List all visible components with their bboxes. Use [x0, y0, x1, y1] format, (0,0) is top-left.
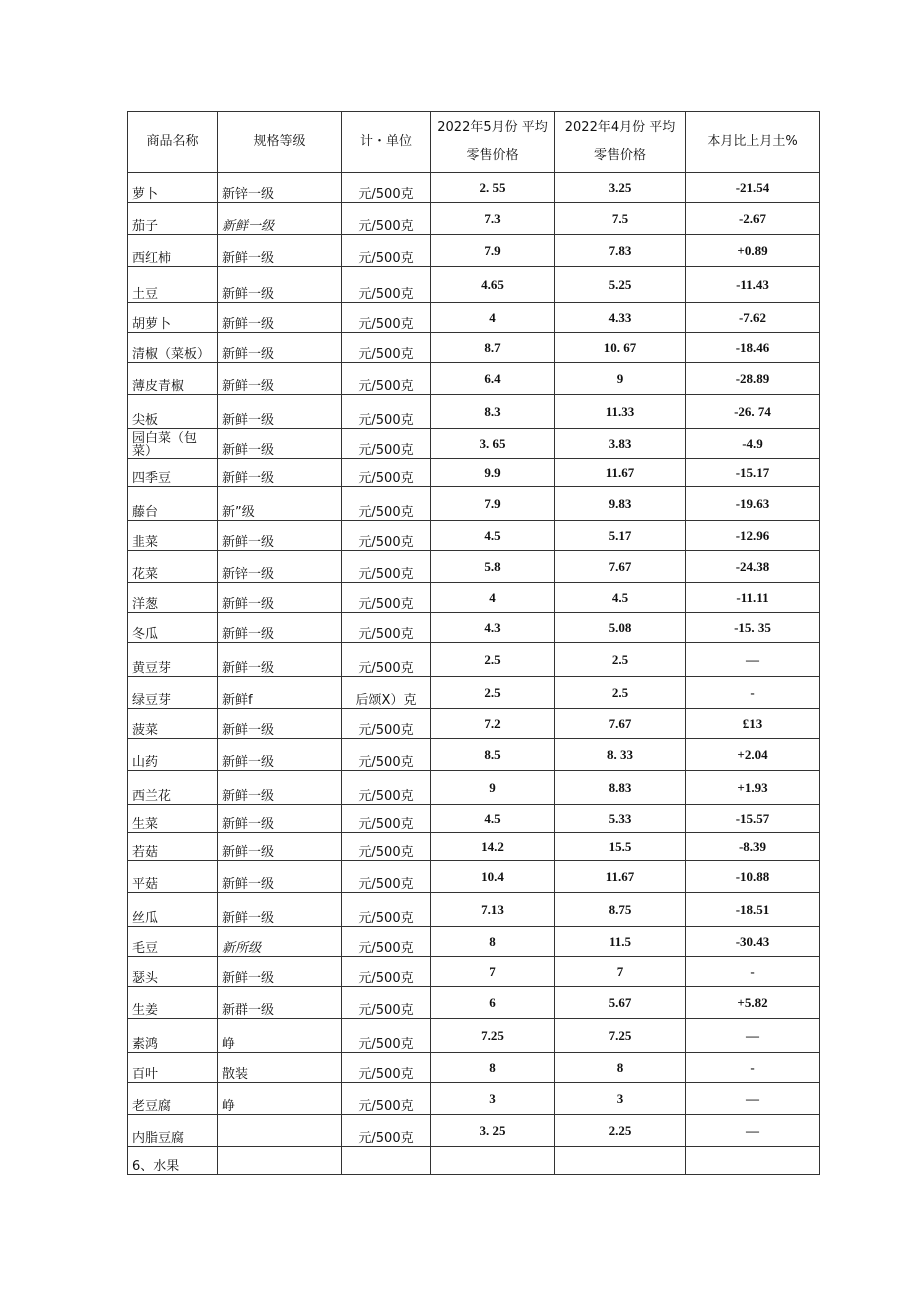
cell-may-price: 9	[431, 771, 555, 805]
cell-may-price: 3	[431, 1083, 555, 1115]
cell-unit: 元/500克	[342, 521, 431, 551]
table-row	[128, 1115, 820, 1147]
table-row	[128, 235, 820, 267]
cell-product-name: 茄子	[128, 203, 218, 235]
cell-product-name: 菠菜	[128, 709, 218, 739]
header-spec-grade: 规格等级	[218, 112, 342, 173]
table-row	[128, 363, 820, 395]
cell-spec-grade: 散装	[218, 1053, 342, 1083]
header-product-name: 商品名称	[128, 112, 218, 173]
cell-change-pct: +0.89	[686, 235, 820, 267]
cell-unit: 元/500克	[342, 203, 431, 235]
cell-apr-price: 8. 33	[555, 739, 686, 771]
table-row	[128, 861, 820, 893]
cell-unit: 元/500克	[342, 613, 431, 643]
cell-product-name: 若菇	[128, 833, 218, 861]
table-row	[128, 957, 820, 987]
cell-change-pct: -24.38	[686, 551, 820, 583]
cell-product-name: 园白菜（包菜）	[128, 429, 218, 459]
cell-unit: 元/500克	[342, 987, 431, 1019]
cell-may-price: 3. 65	[431, 429, 555, 459]
cell-product-name: 6、水果	[128, 1147, 218, 1175]
cell-product-name: 藤台	[128, 487, 218, 521]
cell-apr-price: 7.25	[555, 1019, 686, 1053]
cell-change-pct: £13	[686, 709, 820, 739]
cell-unit: 元/500克	[342, 927, 431, 957]
cell-unit: 元/500克	[342, 429, 431, 459]
cell-may-price: 7.9	[431, 235, 555, 267]
cell-product-name: 花菜	[128, 551, 218, 583]
cell-apr-price: 11.67	[555, 459, 686, 487]
cell-product-name: 土豆	[128, 267, 218, 303]
cell-apr-price: 3.25	[555, 173, 686, 203]
cell-spec-grade: 新所级	[218, 927, 342, 957]
cell-product-name: 平菇	[128, 861, 218, 893]
cell-may-price: 7.9	[431, 487, 555, 521]
price-table-container	[127, 111, 819, 1175]
cell-may-price: 2. 55	[431, 173, 555, 203]
cell-unit: 元/500克	[342, 395, 431, 429]
header-may-price: 2022年5月份 平均零售价格	[431, 112, 555, 173]
cell-unit: 元/500克	[342, 363, 431, 395]
cell-apr-price: 7.67	[555, 551, 686, 583]
table-row	[128, 739, 820, 771]
cell-product-name: 清椒（菜板）	[128, 333, 218, 363]
cell-may-price: 9.9	[431, 459, 555, 487]
cell-spec-grade: 新鲜一级	[218, 861, 342, 893]
cell-unit: 元/500克	[342, 893, 431, 927]
cell-may-price: 2.5	[431, 643, 555, 677]
cell-spec-grade: 新鲜一级	[218, 267, 342, 303]
cell-product-name: 冬瓜	[128, 613, 218, 643]
cell-may-price: 14.2	[431, 833, 555, 861]
cell-spec-grade: 新鲜一级	[218, 203, 342, 235]
cell-unit: 元/500克	[342, 957, 431, 987]
cell-may-price: 8.3	[431, 395, 555, 429]
cell-product-name: 萝卜	[128, 173, 218, 203]
cell-may-price: 4.65	[431, 267, 555, 303]
cell-change-pct: -11.43	[686, 267, 820, 303]
cell-product-name: 生姜	[128, 987, 218, 1019]
cell-may-price: 7.25	[431, 1019, 555, 1053]
cell-unit: 元/500克	[342, 643, 431, 677]
cell-unit: 元/500克	[342, 487, 431, 521]
cell-unit: 元/500克	[342, 709, 431, 739]
cell-may-price: 8	[431, 927, 555, 957]
cell-may-price: 4.5	[431, 805, 555, 833]
cell-may-price: 6	[431, 987, 555, 1019]
cell-product-name: 瑟头	[128, 957, 218, 987]
cell-spec-grade: 新鲜一级	[218, 739, 342, 771]
table-row	[128, 203, 820, 235]
table-row	[128, 333, 820, 363]
table-row	[128, 1083, 820, 1115]
cell-change-pct: -18.51	[686, 893, 820, 927]
table-row	[128, 613, 820, 643]
cell-change-pct: +5.82	[686, 987, 820, 1019]
cell-spec-grade: 新鲜一级	[218, 333, 342, 363]
cell-apr-price: 8.83	[555, 771, 686, 805]
cell-product-name: 老豆腐	[128, 1083, 218, 1115]
cell-apr-price: 3.83	[555, 429, 686, 459]
table-row	[128, 487, 820, 521]
cell-apr-price: 9	[555, 363, 686, 395]
cell-unit: 元/500克	[342, 235, 431, 267]
cell-product-name: 山药	[128, 739, 218, 771]
cell-apr-price: 2.25	[555, 1115, 686, 1147]
cell-product-name: 内脂豆腐	[128, 1115, 218, 1147]
cell-spec-grade: 峥	[218, 1019, 342, 1053]
cell-apr-price: 7.5	[555, 203, 686, 235]
header-change-pct: 本月比上月土%	[686, 112, 820, 173]
cell-change-pct: -2.67	[686, 203, 820, 235]
cell-product-name: 百叶	[128, 1053, 218, 1083]
cell-apr-price: 7.67	[555, 709, 686, 739]
cell-may-price: 6.4	[431, 363, 555, 395]
cell-change-pct: -18.46	[686, 333, 820, 363]
cell-change-pct: —	[686, 1115, 820, 1147]
header-unit: 计・单位	[342, 112, 431, 173]
cell-spec-grade: 新鲜一级	[218, 833, 342, 861]
cell-product-name: 西红柿	[128, 235, 218, 267]
table-row	[128, 459, 820, 487]
cell-change-pct: -11.11	[686, 583, 820, 613]
cell-spec-grade	[218, 1147, 342, 1175]
cell-may-price: 2.5	[431, 677, 555, 709]
cell-change-pct: -	[686, 677, 820, 709]
cell-unit: 元/500克	[342, 771, 431, 805]
cell-change-pct: —	[686, 1019, 820, 1053]
table-row	[128, 551, 820, 583]
cell-may-price: 4.3	[431, 613, 555, 643]
price-table	[127, 111, 820, 1175]
cell-change-pct: -12.96	[686, 521, 820, 551]
cell-spec-grade: 新鲜一级	[218, 521, 342, 551]
cell-spec-grade: 新鲜一级	[218, 643, 342, 677]
cell-unit: 元/500克	[342, 739, 431, 771]
cell-apr-price: 5.67	[555, 987, 686, 1019]
cell-change-pct: -	[686, 1053, 820, 1083]
table-row	[128, 267, 820, 303]
cell-may-price: 7.2	[431, 709, 555, 739]
table-row	[128, 429, 820, 459]
cell-spec-grade: 新鲜f	[218, 677, 342, 709]
cell-unit: 元/500克	[342, 1083, 431, 1115]
table-row	[128, 1147, 820, 1175]
cell-change-pct: —	[686, 1083, 820, 1115]
cell-product-name: 四季豆	[128, 459, 218, 487]
cell-apr-price: 15.5	[555, 833, 686, 861]
cell-spec-grade: 新鲜一级	[218, 709, 342, 739]
cell-unit: 元/500克	[342, 861, 431, 893]
cell-unit: 元/500克	[342, 833, 431, 861]
table-row	[128, 833, 820, 861]
cell-spec-grade: 新群一级	[218, 987, 342, 1019]
table-row	[128, 709, 820, 739]
cell-unit: 元/500克	[342, 267, 431, 303]
cell-product-name: 丝瓜	[128, 893, 218, 927]
cell-apr-price: 4.33	[555, 303, 686, 333]
cell-apr-price: 5.17	[555, 521, 686, 551]
cell-apr-price: 8.75	[555, 893, 686, 927]
cell-may-price: 5.8	[431, 551, 555, 583]
cell-apr-price: 3	[555, 1083, 686, 1115]
table-row	[128, 1019, 820, 1053]
table-header-row	[128, 112, 820, 173]
cell-spec-grade: 新鲜一级	[218, 429, 342, 459]
cell-change-pct: -28.89	[686, 363, 820, 395]
cell-spec-grade: 新鲜一级	[218, 459, 342, 487]
table-row	[128, 771, 820, 805]
cell-product-name: 毛豆	[128, 927, 218, 957]
cell-spec-grade: 峥	[218, 1083, 342, 1115]
cell-apr-price: 7.83	[555, 235, 686, 267]
cell-may-price: 4.5	[431, 521, 555, 551]
cell-spec-grade: 新鲜一级	[218, 613, 342, 643]
cell-change-pct: -30.43	[686, 927, 820, 957]
cell-unit: 元/500克	[342, 459, 431, 487]
cell-spec-grade: 新鲜一级	[218, 771, 342, 805]
cell-spec-grade: 新鲜一级	[218, 303, 342, 333]
cell-may-price: 7.3	[431, 203, 555, 235]
cell-change-pct: +2.04	[686, 739, 820, 771]
cell-product-name: 薄皮青椒	[128, 363, 218, 395]
cell-product-name: 黄豆芽	[128, 643, 218, 677]
cell-unit: 元/500克	[342, 303, 431, 333]
cell-apr-price	[555, 1147, 686, 1175]
cell-apr-price: 11.67	[555, 861, 686, 893]
cell-may-price: 8.5	[431, 739, 555, 771]
cell-unit: 元/500克	[342, 1053, 431, 1083]
cell-may-price: 8	[431, 1053, 555, 1083]
cell-product-name: 胡萝卜	[128, 303, 218, 333]
cell-spec-grade: 新鲜一级	[218, 363, 342, 395]
cell-change-pct: -15.57	[686, 805, 820, 833]
cell-may-price	[431, 1147, 555, 1175]
cell-product-name: 生菜	[128, 805, 218, 833]
cell-change-pct: —	[686, 643, 820, 677]
table-row	[128, 677, 820, 709]
cell-spec-grade: 新鲜一级	[218, 957, 342, 987]
cell-change-pct: -19.63	[686, 487, 820, 521]
header-apr-price: 2022年4月份 平均零售价格	[555, 112, 686, 173]
cell-spec-grade: 新鲜一级	[218, 583, 342, 613]
table-row	[128, 927, 820, 957]
cell-change-pct: -7.62	[686, 303, 820, 333]
cell-spec-grade	[218, 1115, 342, 1147]
cell-change-pct: -10.88	[686, 861, 820, 893]
table-row	[128, 893, 820, 927]
cell-apr-price: 4.5	[555, 583, 686, 613]
cell-unit: 元/500克	[342, 1019, 431, 1053]
cell-may-price: 4	[431, 303, 555, 333]
table-row	[128, 521, 820, 551]
cell-change-pct: +1.93	[686, 771, 820, 805]
table-row	[128, 805, 820, 833]
cell-product-name: 尖板	[128, 395, 218, 429]
cell-apr-price: 2.5	[555, 643, 686, 677]
cell-may-price: 10.4	[431, 861, 555, 893]
cell-may-price: 4	[431, 583, 555, 613]
cell-spec-grade: 新鲜一级	[218, 235, 342, 267]
cell-change-pct: -21.54	[686, 173, 820, 203]
cell-product-name: 韭菜	[128, 521, 218, 551]
cell-may-price: 3. 25	[431, 1115, 555, 1147]
cell-unit: 元/500克	[342, 1115, 431, 1147]
cell-change-pct	[686, 1147, 820, 1175]
table-row	[128, 1053, 820, 1083]
cell-unit: 元/500克	[342, 173, 431, 203]
cell-change-pct: -	[686, 957, 820, 987]
cell-change-pct: -26. 74	[686, 395, 820, 429]
cell-change-pct: -8.39	[686, 833, 820, 861]
cell-change-pct: -15. 35	[686, 613, 820, 643]
cell-apr-price: 9.83	[555, 487, 686, 521]
table-row	[128, 395, 820, 429]
cell-spec-grade: 新鲜一级	[218, 893, 342, 927]
table-row	[128, 987, 820, 1019]
cell-apr-price: 11.5	[555, 927, 686, 957]
cell-change-pct: -15.17	[686, 459, 820, 487]
cell-unit: 元/500克	[342, 805, 431, 833]
cell-apr-price: 7	[555, 957, 686, 987]
cell-apr-price: 8	[555, 1053, 686, 1083]
cell-unit	[342, 1147, 431, 1175]
cell-apr-price: 5.33	[555, 805, 686, 833]
cell-unit: 元/500克	[342, 333, 431, 363]
cell-apr-price: 11.33	[555, 395, 686, 429]
cell-product-name: 素鸿	[128, 1019, 218, 1053]
cell-unit: 后颂X）克	[342, 677, 431, 709]
cell-may-price: 7	[431, 957, 555, 987]
cell-product-name: 洋葱	[128, 583, 218, 613]
cell-product-name: 绿豆芽	[128, 677, 218, 709]
table-row	[128, 583, 820, 613]
cell-unit: 元/500克	[342, 583, 431, 613]
cell-spec-grade: 新”级	[218, 487, 342, 521]
cell-spec-grade: 新鲜一级	[218, 395, 342, 429]
cell-spec-grade: 新鲜一级	[218, 805, 342, 833]
cell-may-price: 7.13	[431, 893, 555, 927]
cell-apr-price: 5.08	[555, 613, 686, 643]
table-row	[128, 643, 820, 677]
cell-spec-grade: 新锌一级	[218, 173, 342, 203]
cell-change-pct: -4.9	[686, 429, 820, 459]
cell-product-name: 西兰花	[128, 771, 218, 805]
cell-may-price: 8.7	[431, 333, 555, 363]
cell-spec-grade: 新锌一级	[218, 551, 342, 583]
cell-apr-price: 10. 67	[555, 333, 686, 363]
cell-apr-price: 2.5	[555, 677, 686, 709]
cell-unit: 元/500克	[342, 551, 431, 583]
table-row	[128, 303, 820, 333]
cell-apr-price: 5.25	[555, 267, 686, 303]
table-row	[128, 173, 820, 203]
